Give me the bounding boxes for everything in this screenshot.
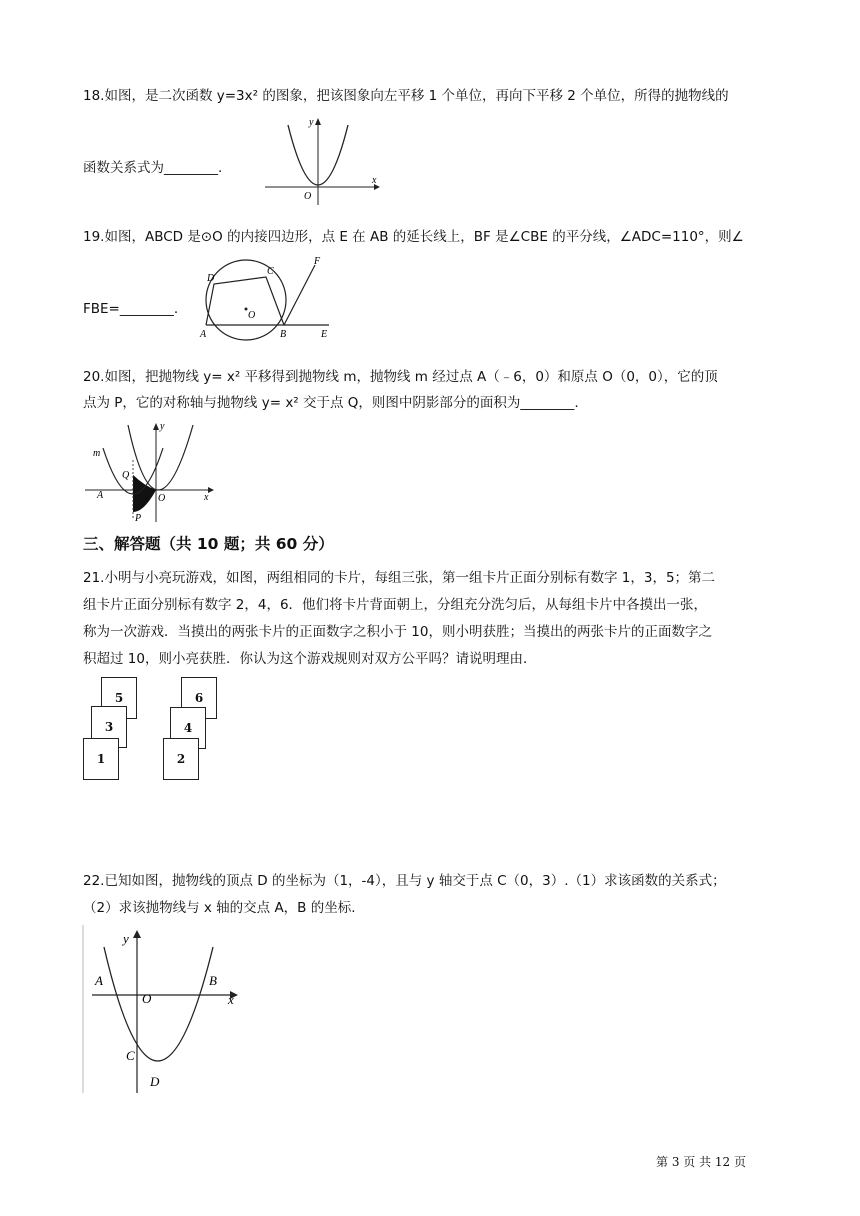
q22-text-line2: （2）求该抛物线与 x 轴的交点 A，B 的坐标. — [83, 900, 356, 916]
q20-o-label: O — [158, 493, 166, 504]
card-group2-middle: 4 — [170, 707, 206, 749]
q19-text-line1: 19.如图，ABCD 是⊙O 的内接四边形，点 E 在 AB 的延长线上，BF 是∠CBE 的平分线，∠ADC=110°，则∠ — [83, 229, 744, 245]
section-title: 三、解答题（共 10 题；共 60 分） — [83, 535, 334, 553]
q20-a-label: A — [97, 490, 104, 501]
q21-text-line4: 积超过 10，则小亮获胜．你认为这个游戏规则对双方公平吗？请说明理由． — [83, 651, 537, 667]
q19-f-label: F — [314, 256, 321, 267]
q20-q-label: Q — [122, 470, 130, 481]
q20-text-line1: 20.如图，把抛物线 y= x² 平移得到抛物线 m，抛物线 m 经过点 A（﹣6，0）和原点 O（0，0），它的顶 — [83, 369, 718, 385]
q21-text-line2: 组卡片正面分别标有数字 2，4，6．他们将卡片背面朝上，分组充分洗匀后，从每组卡片中各摸出一张， — [83, 597, 708, 613]
q18-parabola-figure — [260, 115, 385, 207]
q19-circle-figure — [197, 254, 337, 346]
q22-parabola-figure — [82, 925, 247, 1095]
q22-o-label: O — [142, 991, 152, 1006]
card-group1-middle: 3 — [91, 706, 127, 748]
q19-text-line2: FBE=________. — [83, 301, 179, 317]
card-group2-top: 6 — [181, 677, 217, 719]
q22-y-label: y — [123, 931, 129, 946]
q20-p-label: P — [135, 513, 142, 524]
q21-text-line1: 21.小明与小亮玩游戏，如图，两组相同的卡片，每组三张，第一组卡片正面分别标有数字 1，3，5；第二 — [83, 570, 716, 586]
q18-y-label: y — [309, 117, 314, 128]
q22-d-label: D — [150, 1074, 160, 1089]
q19-c-label: C — [267, 266, 274, 277]
q18-text-line1: 18.如图，是二次函数 y=3x² 的图象，把该图象向左平移 1 个单位，再向下平移 2 个单位，所得的抛物线的 — [83, 88, 729, 104]
q20-text-line2: 点为 P，它的对称轴与抛物线 y= x² 交于点 Q，则图中阴影部分的面积为________. — [83, 395, 579, 411]
q18-x-label: x — [372, 175, 377, 186]
q22-text-line1: 22.已知如图，抛物线的顶点 D 的坐标为（1，-4），且与 y 轴交于点 C（0，3）.（1）求该函数的关系式； — [83, 873, 726, 889]
q20-y-label: y — [160, 421, 165, 432]
q19-a-label: A — [200, 329, 207, 340]
page-footer: 第 3 页 共 12 页 — [656, 1155, 746, 1169]
q22-b-label: B — [209, 973, 217, 988]
card-group1-top: 5 — [101, 677, 137, 719]
q19-o-label: O — [248, 310, 256, 321]
card-group2-bottom: 2 — [163, 738, 199, 780]
q19-b-label: B — [280, 329, 287, 340]
q18-origin-label: O — [304, 191, 312, 202]
q21-text-line3: 称为一次游戏．当摸出的两张卡片的正面数字之积小于 10，则小明获胜；当摸出的两张卡片的正面数字之 — [83, 624, 712, 640]
q22-x-label: x — [228, 992, 234, 1007]
q20-parabolas-figure — [83, 420, 223, 524]
q19-d-label: D — [207, 273, 215, 284]
q22-a-label: A — [95, 973, 103, 988]
q18-text-line2: 函数关系式为________. — [83, 160, 223, 176]
card-group1-bottom: 1 — [83, 738, 119, 780]
q20-x-label: x — [204, 492, 209, 503]
q19-e-label: E — [321, 329, 328, 340]
q22-c-label: C — [126, 1048, 135, 1063]
q20-m-label: m — [93, 448, 101, 459]
